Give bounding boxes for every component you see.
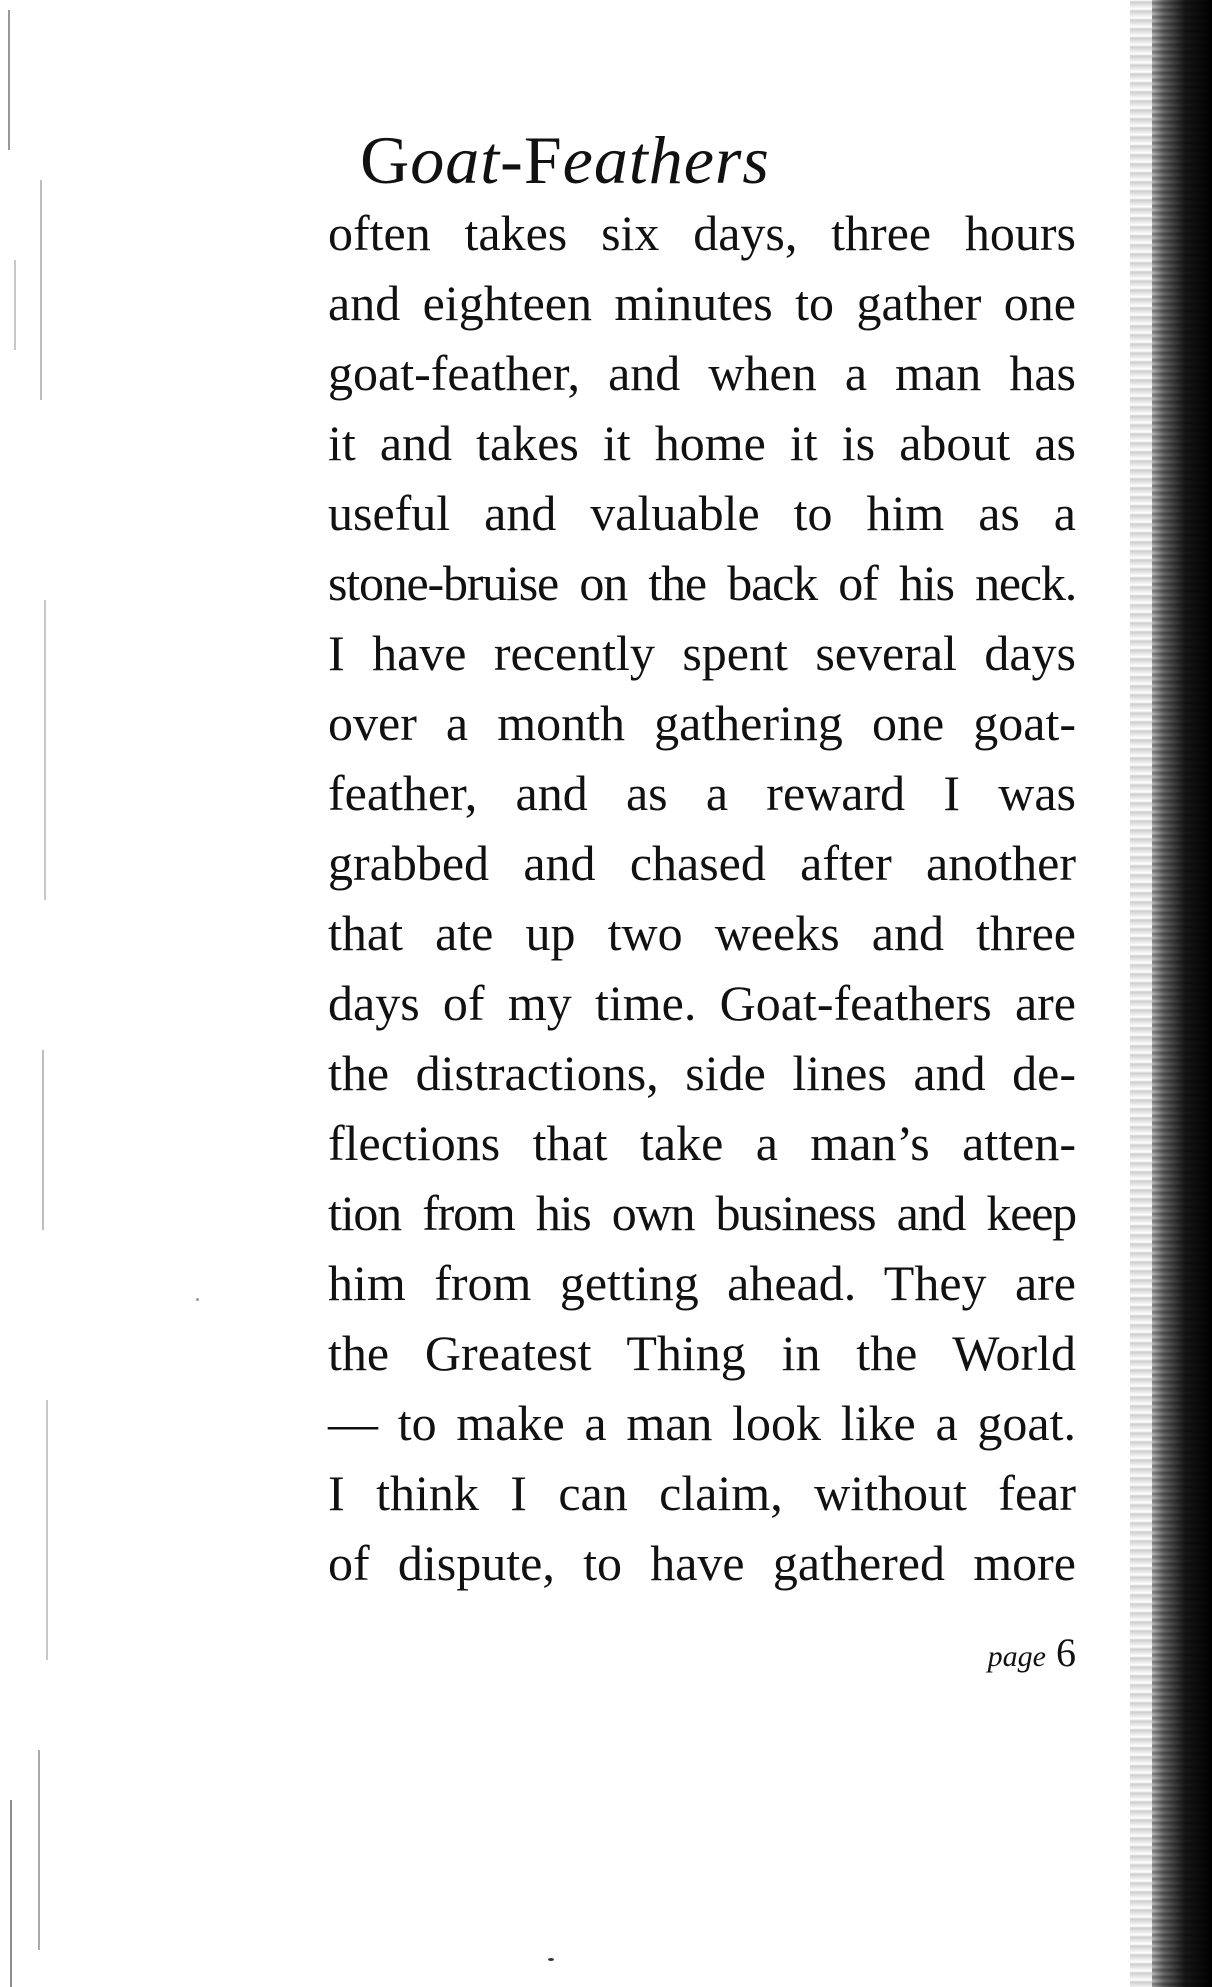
body-line-16: him from getting ahead. They are — [328, 1255, 1076, 1311]
binding-shadow — [1130, 0, 1152, 1987]
page-number — [900, 1628, 1076, 1682]
page-number-value: 6 — [1056, 1630, 1076, 1675]
body-line-7: I have recently spent several days — [328, 625, 1076, 681]
body-line-5: useful and valuable to him as a — [328, 485, 1076, 541]
body-line-2: and eighteen minutes to gather one — [328, 275, 1076, 331]
body-line-9: feather, and as a reward I was — [328, 765, 1076, 821]
body-line-14: flections that take a man’s atten- — [328, 1115, 1076, 1171]
running-head-first-rest: oat — [410, 122, 501, 198]
body-line-17: the Greatest Thing in the World — [328, 1325, 1076, 1381]
body-line-3: goat-feather, and when a man has — [328, 345, 1076, 401]
ink-speck — [548, 1958, 554, 1961]
body-line-20: of dispute, to have gathered more — [328, 1535, 1076, 1591]
body-line-1: often takes six days, three hours — [328, 205, 1076, 261]
body-line-11: that ate up two weeks and three — [328, 905, 1076, 961]
running-head — [0, 120, 1130, 200]
ink-speck — [196, 1298, 199, 1301]
body-line-8: over a month gathering one goat- — [328, 695, 1076, 751]
body-line-19: I think I can claim, without fear — [328, 1465, 1076, 1521]
binding-edge — [1152, 0, 1212, 1987]
body-line-13: the distractions, side lines and de- — [328, 1045, 1076, 1101]
running-head-first-cap: G — [360, 122, 411, 198]
body-text — [328, 198, 1076, 1598]
body-line-4: it and takes it home it is about as — [328, 415, 1076, 471]
body-line-15: tion from his own business and keep — [328, 1185, 1076, 1241]
body-line-12: days of my time. Goat-feathers are — [328, 975, 1076, 1031]
running-head-separator: - — [500, 122, 524, 198]
left-margin-scan-marks — [0, 0, 60, 1987]
body-line-6: stone-bruise on the back of his neck. — [328, 555, 1076, 611]
running-head-second-rest: eathers — [562, 122, 770, 198]
running-head-second-cap: F — [523, 122, 563, 198]
page-number-label: page — [987, 1640, 1046, 1673]
body-line-10: grabbed and chased after another — [328, 835, 1076, 891]
body-line-18: — to make a man look like a goat. — [328, 1395, 1076, 1451]
